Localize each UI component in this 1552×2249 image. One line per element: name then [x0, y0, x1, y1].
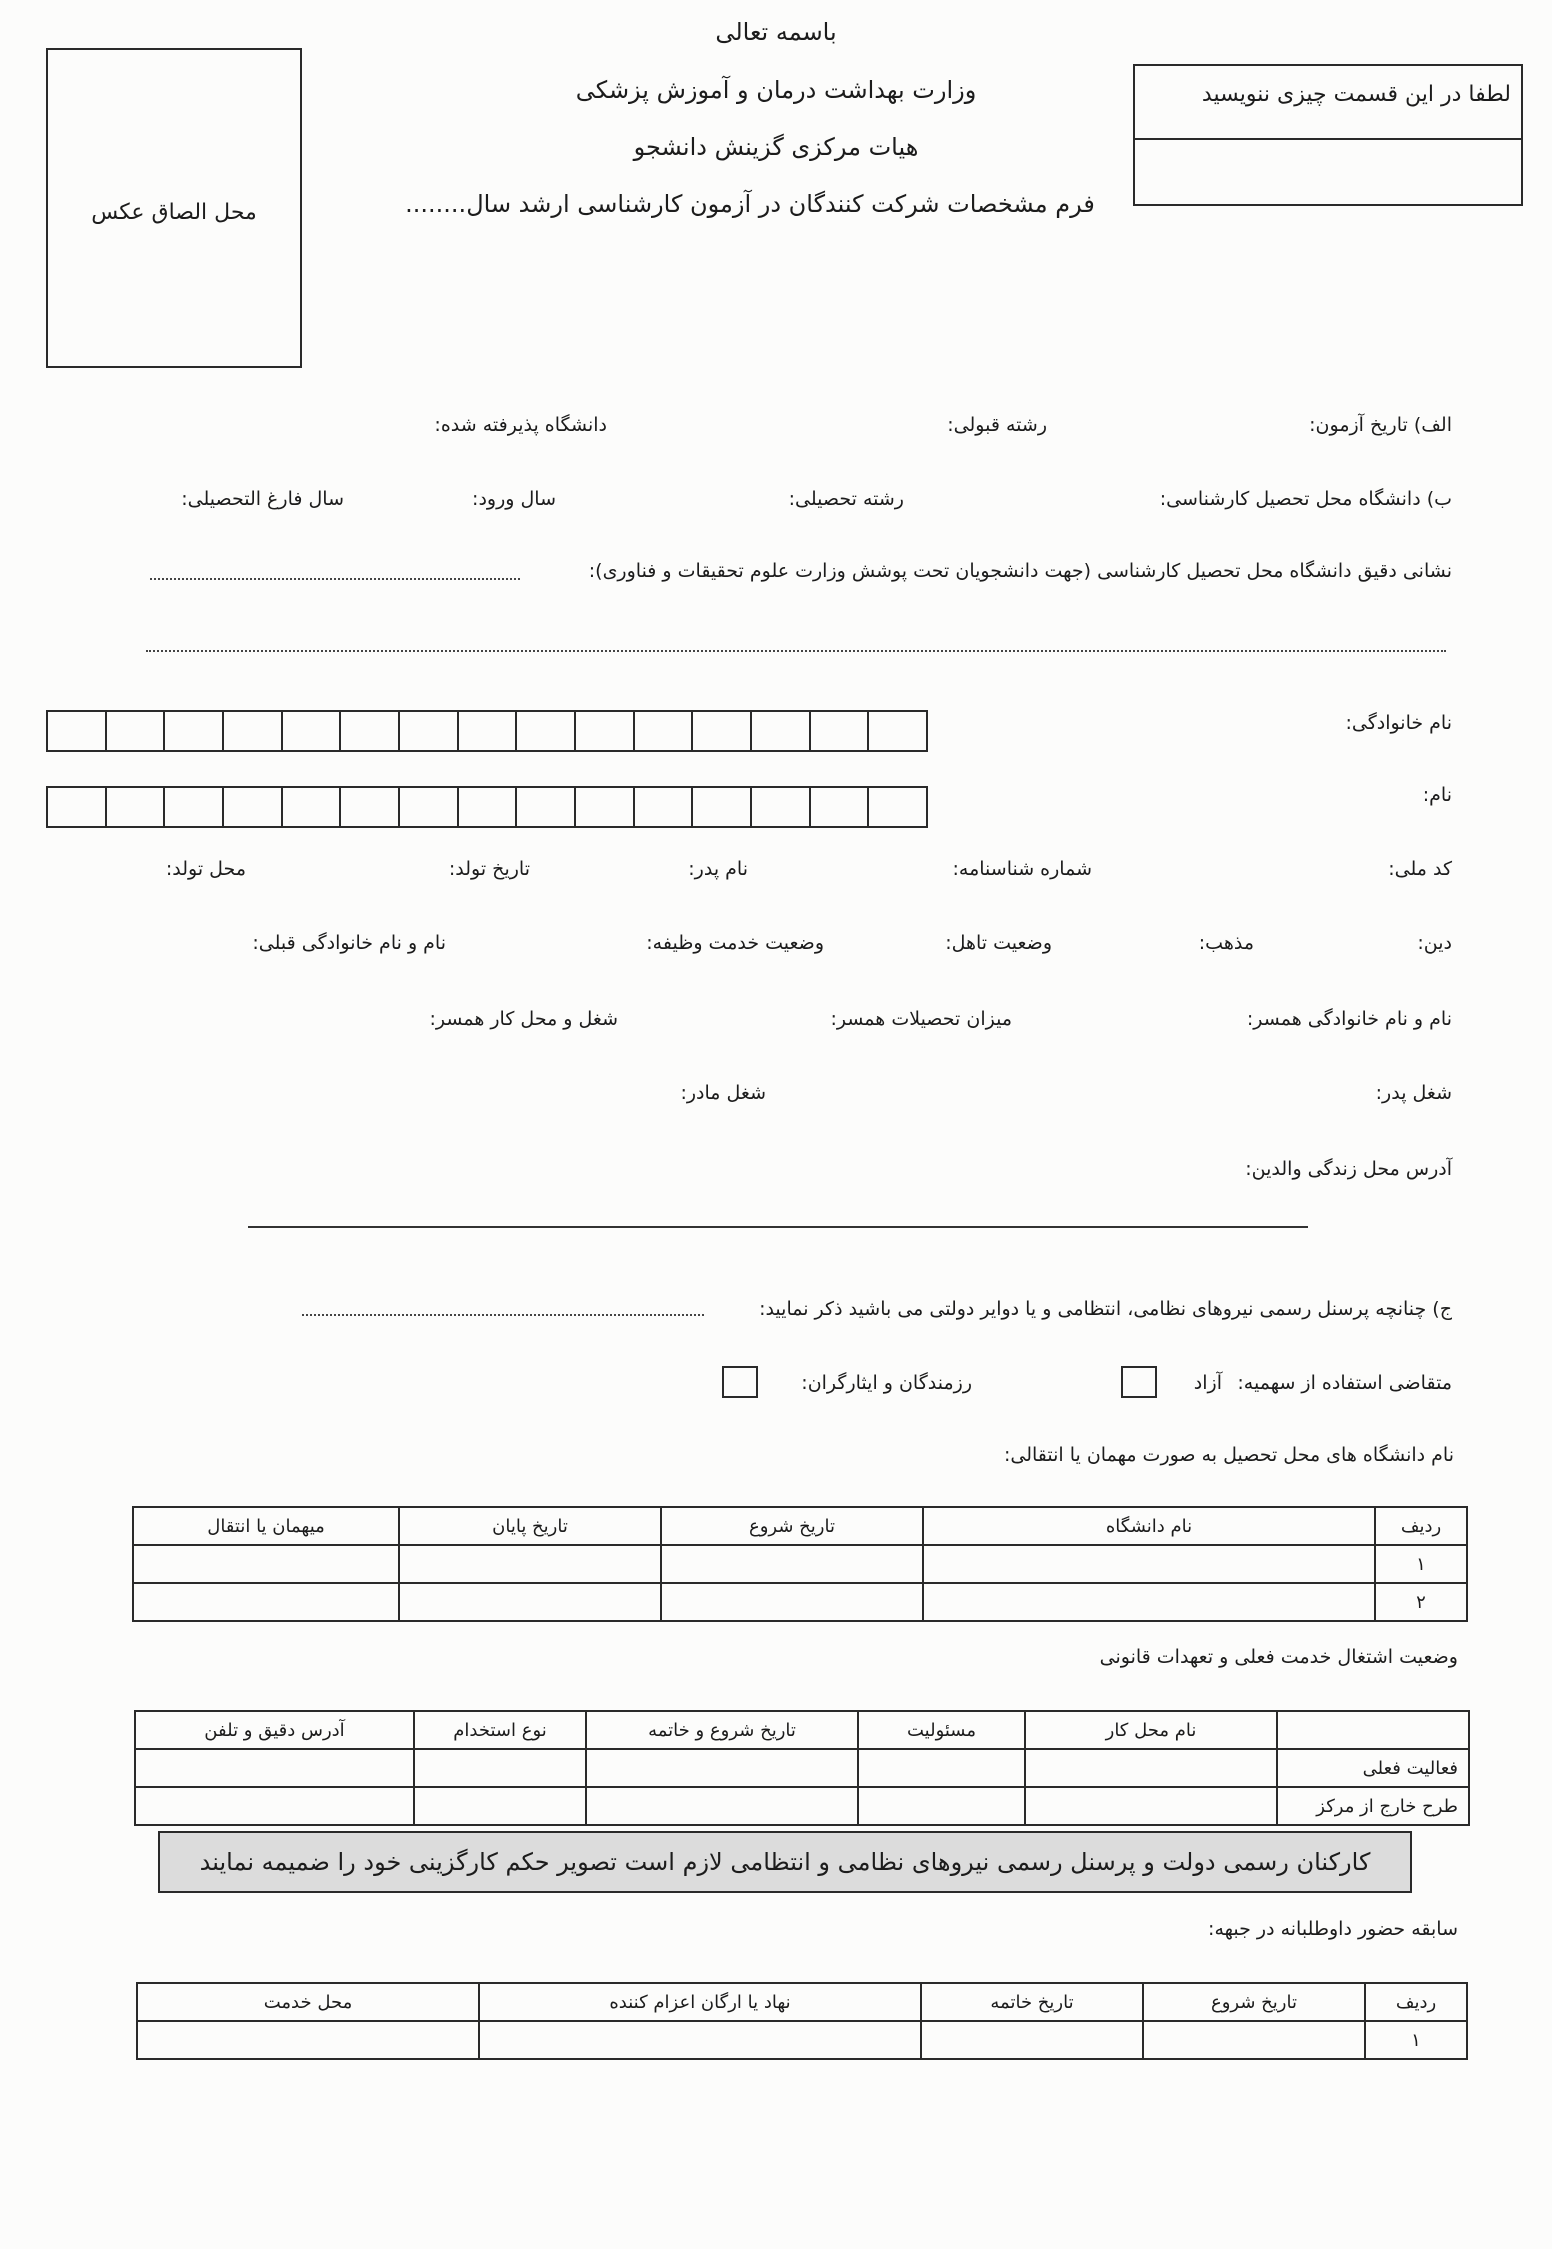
- table-cell[interactable]: [133, 1583, 399, 1621]
- table-row: [135, 1787, 1469, 1825]
- father-name-label: نام پدر:: [688, 858, 748, 880]
- university-address-label: نشانی دقیق دانشگاه محل تحصیل کارشناسی (جهت دانشجویان تحت پوشش وزارت علوم تحقیقات و فناوری):: [588, 560, 1452, 582]
- spouse-job-label: شغل و محل کار همسر:: [429, 1008, 618, 1030]
- row-number: ۱: [1365, 2021, 1467, 2059]
- office-use-label: لطفا در این قسمت چیزی ننویسید: [1201, 82, 1511, 107]
- graduation-year-label: سال فارغ التحصیلی:: [181, 488, 344, 510]
- quota-free-label: آزاد: [1193, 1372, 1222, 1394]
- quota-veterans-checkbox[interactable]: [722, 1366, 758, 1398]
- table-header-cell: تاریخ خاتمه: [921, 1983, 1143, 2021]
- ministry-title: وزارت بهداشت درمان و آموزش پزشکی: [575, 76, 977, 104]
- quota-veterans-label: رزمندگان و ایثارگران:: [801, 1372, 972, 1394]
- military-personnel-dots[interactable]: [302, 1314, 704, 1316]
- quota-free-checkbox[interactable]: [1121, 1366, 1157, 1398]
- transfer-table-caption: نام دانشگاه های محل تحصیل به صورت مهمان یا انتقالی:: [1003, 1444, 1454, 1466]
- table-header-cell: نوع استخدام: [414, 1711, 586, 1749]
- accepted-university-label: دانشگاه پذیرفته شده:: [434, 414, 607, 436]
- entry-year-label: سال ورود:: [472, 488, 556, 510]
- table-header-cell: تاریخ شروع: [1143, 1983, 1365, 2021]
- table-header-cell: نام محل کار: [1025, 1711, 1277, 1749]
- table-header-cell: تاریخ شروع: [661, 1507, 923, 1545]
- table-cell[interactable]: [414, 1787, 586, 1825]
- row-label: فعالیت فعلی: [1277, 1749, 1469, 1787]
- photo-box: [46, 48, 302, 368]
- father-job-label: شغل پدر:: [1375, 1082, 1452, 1104]
- address-dots-1[interactable]: [150, 578, 520, 580]
- table-cell[interactable]: [137, 2021, 479, 2059]
- employment-table-caption: وضعیت اشتغال خدمت فعلی و تعهدات قانونی: [1099, 1646, 1458, 1668]
- table-cell[interactable]: [586, 1787, 858, 1825]
- table-header-cell: محل خدمت: [137, 1983, 479, 2021]
- table-cell[interactable]: [135, 1787, 414, 1825]
- table-header-cell: میهمان یا انتقال: [133, 1507, 399, 1545]
- front-table: [136, 1982, 1468, 2060]
- table-header-cell: نام دانشگاه: [923, 1507, 1375, 1545]
- table-cell[interactable]: [399, 1583, 661, 1621]
- address-dots-2[interactable]: [146, 650, 1446, 652]
- table-cell[interactable]: [661, 1583, 923, 1621]
- office-use-box: [1133, 64, 1523, 206]
- table-row: [137, 2021, 1467, 2059]
- spouse-name-label: نام و نام خانوادگی همسر:: [1246, 1008, 1452, 1030]
- table-row: [133, 1545, 1467, 1583]
- table-header-row: [135, 1711, 1469, 1749]
- table-header-cell: ردیف: [1365, 1983, 1467, 2021]
- table-cell[interactable]: [923, 1545, 1375, 1583]
- id-number-label: شماره شناسنامه:: [952, 858, 1092, 880]
- first-name-grid[interactable]: [46, 786, 928, 828]
- table-cell[interactable]: [479, 2021, 921, 2059]
- table-header-cell: تاریخ پایان: [399, 1507, 661, 1545]
- table-cell[interactable]: [923, 1583, 1375, 1621]
- bachelor-university-label: ب) دانشگاه محل تحصیل کارشناسی:: [1159, 488, 1452, 510]
- marital-status-label: وضعیت تاهل:: [945, 932, 1052, 954]
- table-cell[interactable]: [399, 1545, 661, 1583]
- first-name-label: نام:: [1422, 784, 1452, 806]
- military-personnel-label: ج) چنانچه پرسنل رسمی نیروهای نظامی، انتظامی و یا دوایر دولتی می باشید ذکر نمایید:: [759, 1298, 1452, 1320]
- row-label: طرح خارج از مرکز: [1277, 1787, 1469, 1825]
- notice-banner: کارکنان رسمی دولت و پرسنل رسمی نیروهای نظامی و انتظامی لازم است تصویر حکم کارگزینی خود را ضمیمه نمایند: [158, 1831, 1412, 1893]
- religion-label: دین:: [1417, 932, 1452, 954]
- table-header-cell: مسئولیت: [858, 1711, 1025, 1749]
- table-header-cell: ردیف: [1375, 1507, 1467, 1545]
- family-name-grid[interactable]: [46, 710, 928, 752]
- mother-job-label: شغل مادر:: [680, 1082, 766, 1104]
- row-number: ۲: [1375, 1583, 1467, 1621]
- sect-label: مذهب:: [1198, 932, 1254, 954]
- row-number: ۱: [1375, 1545, 1467, 1583]
- table-header-cell: تاریخ شروع و خاتمه: [586, 1711, 858, 1749]
- table-cell[interactable]: [1025, 1749, 1277, 1787]
- parents-address-label: آدرس محل زندگی والدین:: [1245, 1158, 1452, 1180]
- table-header-row: [133, 1507, 1467, 1545]
- table-cell[interactable]: [586, 1749, 858, 1787]
- table-row: [135, 1749, 1469, 1787]
- quota-label: متقاضی استفاده از سهمیه:: [1237, 1372, 1452, 1394]
- national-code-label: کد ملی:: [1388, 858, 1452, 880]
- military-status-label: وضعیت خدمت وظیفه:: [646, 932, 824, 954]
- parents-address-line[interactable]: [248, 1226, 1308, 1228]
- board-title: هیات مرکزی گزینش دانشجو: [633, 133, 919, 161]
- photo-box-label: محل الصاق عکس: [91, 200, 257, 225]
- table-cell[interactable]: [661, 1545, 923, 1583]
- form-title: فرم مشخصات شرکت کنندگان در آزمون کارشناسی ارشد سال........: [405, 190, 1095, 218]
- table-header-row: [137, 1983, 1467, 2021]
- front-table-caption: سابقه حضور داوطلبانه در جبهه:: [1208, 1918, 1458, 1940]
- basmala: باسمه تعالی: [715, 18, 837, 46]
- table-row: [133, 1583, 1467, 1621]
- birth-place-label: محل تولد:: [165, 858, 246, 880]
- accepted-major-label: رشته قبولی:: [947, 414, 1047, 436]
- transfer-table: [132, 1506, 1468, 1622]
- table-header-cell: نهاد یا ارگان اعزام کننده: [479, 1983, 921, 2021]
- office-use-divider: [1135, 138, 1521, 140]
- employment-table: [134, 1710, 1470, 1826]
- table-cell[interactable]: [1143, 2021, 1365, 2059]
- table-cell[interactable]: [921, 2021, 1143, 2059]
- table-cell[interactable]: [858, 1749, 1025, 1787]
- family-name-label: نام خانوادگی:: [1345, 712, 1452, 734]
- major-label: رشته تحصیلی:: [788, 488, 904, 510]
- table-cell[interactable]: [133, 1545, 399, 1583]
- table-cell[interactable]: [858, 1787, 1025, 1825]
- birth-date-label: تاریخ تولد:: [448, 858, 530, 880]
- previous-name-label: نام و نام خانوادگی قبلی:: [252, 932, 446, 954]
- table-cell[interactable]: [135, 1749, 414, 1787]
- spouse-education-label: میزان تحصیلات همسر:: [830, 1008, 1012, 1030]
- table-cell[interactable]: [414, 1749, 586, 1787]
- exam-date-label: الف) تاریخ آزمون:: [1309, 414, 1452, 436]
- table-cell[interactable]: [1025, 1787, 1277, 1825]
- table-header-cell: آدرس دقیق و تلفن: [135, 1711, 414, 1749]
- table-header-cell: [1277, 1711, 1469, 1749]
